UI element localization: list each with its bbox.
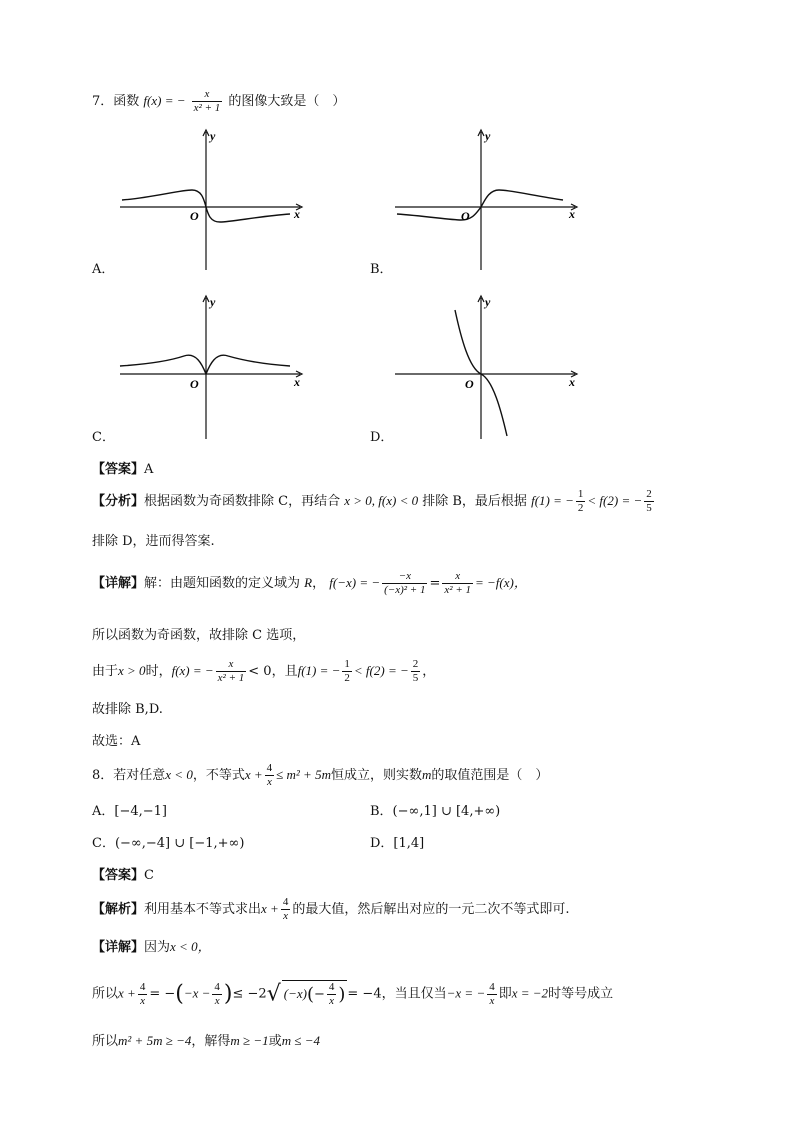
q7-option-c: C． (92, 430, 115, 445)
analysis-text-2: 的最大值，然后解出对应的一元二次不等式即可. (292, 902, 570, 917)
answer-value: A (144, 462, 154, 477)
q7-detail-2: 所以函数为奇函数，故排除 C 选项， (92, 628, 306, 643)
q8-option-c: C．(−∞,−4] ∪ [−1,+∞) (92, 836, 245, 851)
detail-3f: m ≤ −4 (281, 1033, 320, 1048)
detail-text: 解：由题知函数的定义域为 (144, 576, 301, 591)
q8-number: 8．若对任意 (92, 768, 166, 783)
q8-stem (92, 762, 548, 789)
q8-m: m (422, 767, 432, 782)
detail-2i: ，当且仅当 (381, 986, 447, 1002)
origin-label: O (190, 377, 199, 391)
answer-tag: 【答案】 (92, 462, 145, 477)
fraction-half: $\frac{1}{2}$ (577, 488, 584, 514)
detail-2d: −x − (183, 985, 211, 1001)
analysis-tag: 【解析】 (92, 902, 145, 917)
q8-ineq-a: x + (244, 767, 263, 782)
analysis-f2: < f(2) = − (587, 493, 643, 508)
fraction-two-fifths: $\frac{2}{5}$ (646, 488, 652, 514)
q8-text-c: 恒成立，则实数 (330, 768, 422, 783)
q7-tail: 的图像大致是（ ） (228, 94, 346, 109)
detail-2j: −x = − (446, 985, 486, 1001)
q8-option-b: B．(−∞,1] ∪ [4,+∞) (370, 804, 501, 819)
detail-2l: x = −2 (511, 985, 549, 1001)
fraction-eq-1: $\frac{-x}{\text{(−x)² + 1}}$ (384, 570, 426, 596)
detail-3c: 时， (145, 664, 172, 679)
detail-domain: R (304, 575, 313, 590)
q7-stem (92, 88, 345, 115)
analysis-text: 利用基本不等式求出 (144, 902, 262, 917)
detail-1a: 因为 (144, 940, 171, 955)
detail-3e: 或 (268, 1034, 282, 1049)
q8-text-b: ，不等式 (192, 768, 245, 783)
detail-2g: − (313, 987, 325, 1002)
answer-tag: 【答案】 (92, 868, 145, 883)
detail-2f: (−x) (283, 986, 307, 1001)
detail-3d: m ≥ −1 (230, 1033, 269, 1048)
q7-detail-4: 故排除 B,D. (92, 702, 163, 717)
q8-text-d: 的取值范围是（ ） (431, 768, 549, 783)
graph-c (110, 294, 310, 439)
fraction-two-fifths-2: $\frac{2}{5}$ (412, 658, 419, 684)
detail-fraction-4: $\frac{4}{x}$ (489, 980, 495, 1007)
detail-2h: = −4 (347, 986, 382, 1002)
q7-detail: 【详解】解：由题知函数的定义域为 R， f(−x) = − $\frac{-x}{\text{(−x)² + 1}}$ = $\frac{x}{\text{x² + 1}}$ = −f(x)， (92, 570, 527, 596)
q8-fraction: $\frac{4}{x}$ (266, 762, 273, 788)
graph-a (110, 128, 310, 270)
analysis-condition: x > 0, f(x) < 0 (344, 493, 419, 508)
detail-3a: 由于 (92, 664, 119, 679)
analysis-f1: f(1) = − (531, 493, 574, 508)
analysis-fraction: $\frac{4}{x}$ (282, 896, 289, 922)
detail-eq-a: f(−x) = − (329, 575, 381, 590)
detail-fraction-1: $\frac{4}{x}$ (139, 980, 146, 1007)
axis-y-label: y (485, 295, 491, 309)
q7-option-b: B． (370, 262, 393, 277)
q7-option-d: D． (370, 430, 394, 445)
graph-d (385, 294, 585, 439)
detail-2a: 所以 (92, 986, 119, 1002)
fraction-fx: $\frac{x}{\text{x² + 1}}$ (217, 658, 245, 684)
answer-value: C (144, 868, 154, 883)
q8-option-a: A．[−4,−1] (92, 804, 167, 819)
analysis-expr: x + (261, 901, 279, 916)
q7-function: f(x) = − (143, 93, 186, 108)
axis-x-label: x (294, 207, 300, 221)
detail-fraction-2: $\frac{4}{x}$ (214, 980, 220, 1007)
origin-label: O (465, 377, 474, 391)
q8-detail-2: 所以x + $\frac{4}{x}$ = −(−x − $\frac{4}{x}$ )≤ −2√ (−x)(− $\frac{4}{x}$ ) = −4，当且仅当−x = − $\frac{4}{x}$ 即x = −2时等号成立 (92, 980, 614, 1007)
detail-eq-c: = −f(x)， (475, 575, 527, 590)
q7-number: 7．函数 (92, 94, 140, 109)
fraction-half-2: $\frac{1}{2}$ (344, 658, 350, 684)
q8-detail (92, 936, 211, 955)
fraction-eq-2: $\frac{x}{\text{x² + 1}}$ (444, 570, 471, 596)
axis-y-label: y (210, 129, 216, 143)
analysis-text: 根据函数为奇函数排除 C，再结合 (144, 494, 341, 509)
detail-3b: m² + 5m ≥ −4 (118, 1033, 192, 1048)
detail-1b: x < 0， (170, 939, 211, 954)
detail-3b: x > 0 (118, 663, 146, 678)
origin-label: O (190, 209, 199, 223)
detail-2c: = − (149, 986, 176, 1002)
q8-detail-3 (92, 1030, 320, 1049)
analysis-tag: 【分析】 (92, 494, 145, 509)
q8-ineq-b: ≤ m² + 5m (276, 767, 331, 782)
detail-3e: < 0，且 (248, 664, 298, 679)
detail-tag: 【详解】 (92, 576, 145, 591)
axis-x-label: x (569, 207, 575, 221)
detail-3h: ， (422, 664, 436, 679)
q7-detail-5: 故选：A (92, 734, 141, 749)
origin-label: O (461, 209, 470, 223)
graph-b (385, 128, 585, 270)
detail-fraction-3: $\frac{4}{x}$ (328, 981, 335, 1007)
q8-cond: x < 0 (165, 767, 193, 782)
detail-2k: 即 (498, 986, 512, 1002)
detail-2b: x + (118, 985, 136, 1001)
q7-detail-3 (92, 658, 435, 685)
axis-y-label: y (210, 295, 216, 309)
detail-3a: 所以 (92, 1034, 119, 1049)
q7-analysis-cont: 排除 D，进而得答案. (92, 534, 215, 549)
detail-3c: ，解得 (191, 1034, 231, 1049)
detail-3f: f(1) = − (297, 663, 341, 678)
detail-eq-b: = (429, 576, 441, 591)
detail-2e: ≤ −2 (232, 986, 267, 1002)
analysis-text-2: 排除 B，最后根据 (422, 494, 527, 509)
sqrt-radicand: (−x)(− $\frac{4}{x}$ ) (283, 981, 346, 1007)
detail-2m: 时等号成立 (548, 986, 614, 1002)
q8-option-d: D．[1,4] (370, 836, 425, 851)
detail-tag: 【详解】 (92, 940, 145, 955)
q7-option-a: A． (92, 262, 115, 277)
q8-answer (92, 864, 154, 883)
detail-3d: f(x) = − (171, 663, 214, 678)
q7-analysis (92, 488, 656, 515)
axis-x-label: x (569, 375, 575, 389)
detail-3g: < f(2) = − (353, 663, 409, 678)
axis-x-label: x (294, 375, 300, 389)
q7-answer (92, 458, 153, 477)
q8-analysis (92, 896, 569, 923)
axis-y-label: y (485, 129, 491, 143)
q7-fraction: $\frac{x}{\text{x² + 1}}$ (193, 88, 221, 114)
